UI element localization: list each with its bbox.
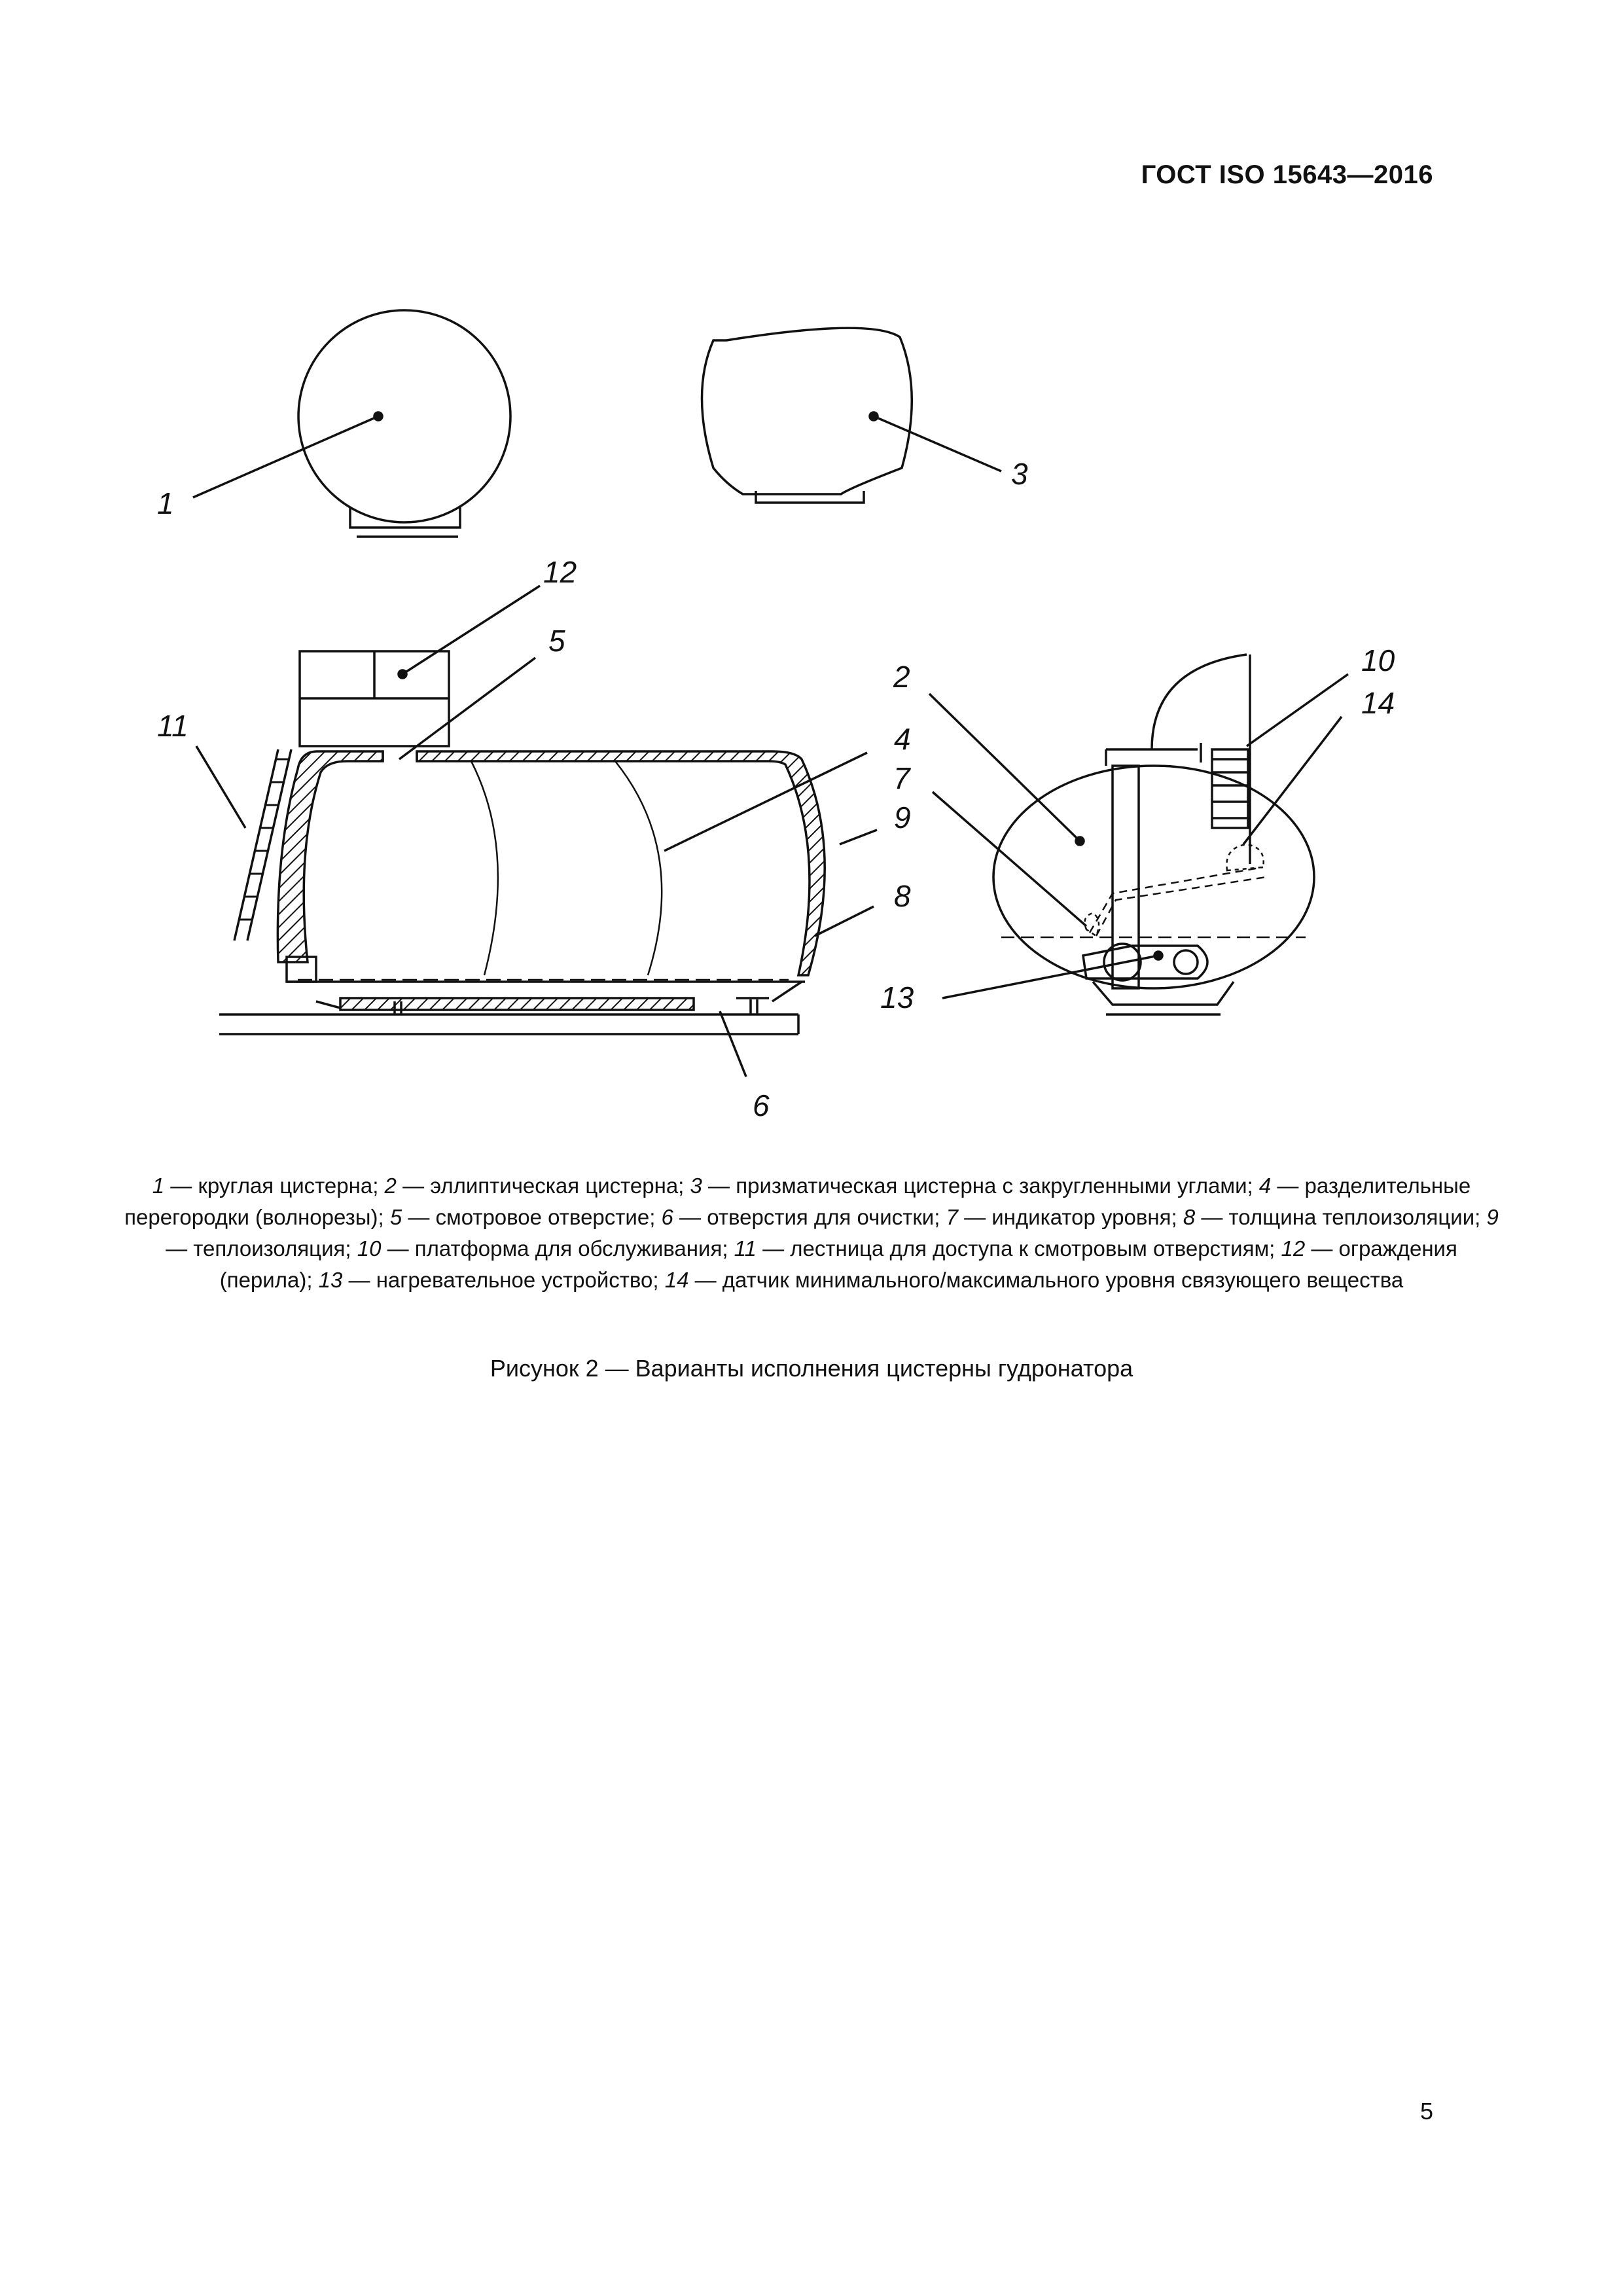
legend-num: 6 <box>661 1204 673 1229</box>
tank-variants-figure <box>0 0 1623 1145</box>
legend-num: 2 <box>384 1174 397 1198</box>
document-standard-header: ГОСТ ISO 15643—2016 <box>1141 160 1433 189</box>
elliptical-tank-cross-section <box>929 655 1348 1014</box>
prismatic-tank-drawing <box>702 328 1002 503</box>
callout-label-9: 9 <box>894 800 911 834</box>
legend-text: — нагревательное устройство; <box>342 1267 665 1292</box>
legend-num: 5 <box>389 1204 402 1229</box>
legend-text: — призматическая цистерна с закругленными углами; <box>702 1174 1259 1198</box>
legend-text: — теплоизоляция; <box>166 1236 357 1261</box>
legend-text: — смотровое отверстие; <box>402 1204 662 1229</box>
legend-num: 10 <box>357 1236 382 1261</box>
callout-label-4: 4 <box>894 722 911 756</box>
callout-label-14: 14 <box>1361 686 1395 720</box>
legend-text: — ограждения (перила); <box>219 1236 1457 1292</box>
legend-text: — эллиптическая цистерна; <box>396 1174 690 1198</box>
callout-label-8: 8 <box>894 879 911 913</box>
figure-legend <box>121 1170 1502 1295</box>
callout-label-12: 12 <box>543 555 577 589</box>
legend-num: 8 <box>1183 1204 1196 1229</box>
legend-text: — индикатор уровня; <box>957 1204 1183 1229</box>
legend-text: — лестница для доступа к смотровым отверстиям; <box>756 1236 1281 1261</box>
legend-num: 1 <box>152 1174 165 1198</box>
legend-num: 11 <box>734 1236 757 1261</box>
legend-text: — разделительные перегородки (волнорезы); <box>124 1174 1471 1229</box>
callout-label-6: 6 <box>753 1088 770 1122</box>
callout-label-7: 7 <box>893 761 910 795</box>
callout-label-5: 5 <box>548 624 565 658</box>
legend-num: 14 <box>664 1267 689 1292</box>
legend-num: 7 <box>946 1204 958 1229</box>
legend-text: — отверстия для очистки; <box>673 1204 946 1229</box>
legend-num: 4 <box>1258 1174 1272 1198</box>
figure-title: Рисунок 2 — Варианты исполнения цистерны гудронатора <box>490 1355 1133 1382</box>
callout-label-2: 2 <box>893 660 910 694</box>
legend-num: 3 <box>690 1174 702 1198</box>
legend-text: — платформа для обслуживания; <box>381 1236 734 1261</box>
legend-text: — датчик минимального/максимального уровня связующего вещества <box>688 1267 1404 1292</box>
page-number: 5 <box>1419 2098 1433 2125</box>
legend-num: 9 <box>1486 1204 1499 1229</box>
callout-label-1: 1 <box>157 486 174 520</box>
callout-label-3: 3 <box>1011 457 1028 491</box>
legend-text: — толщина теплоизоляции; <box>1195 1204 1487 1229</box>
legend-text: — круглая цистерна; <box>164 1174 385 1198</box>
callout-label-11: 11 <box>157 709 188 743</box>
legend-num: 12 <box>1281 1236 1306 1261</box>
callout-label-10: 10 <box>1361 643 1395 677</box>
tank-side-section <box>196 586 877 1077</box>
round-tank-drawing <box>193 310 510 537</box>
callout-label-13: 13 <box>880 980 914 1014</box>
legend-num: 13 <box>318 1267 343 1292</box>
